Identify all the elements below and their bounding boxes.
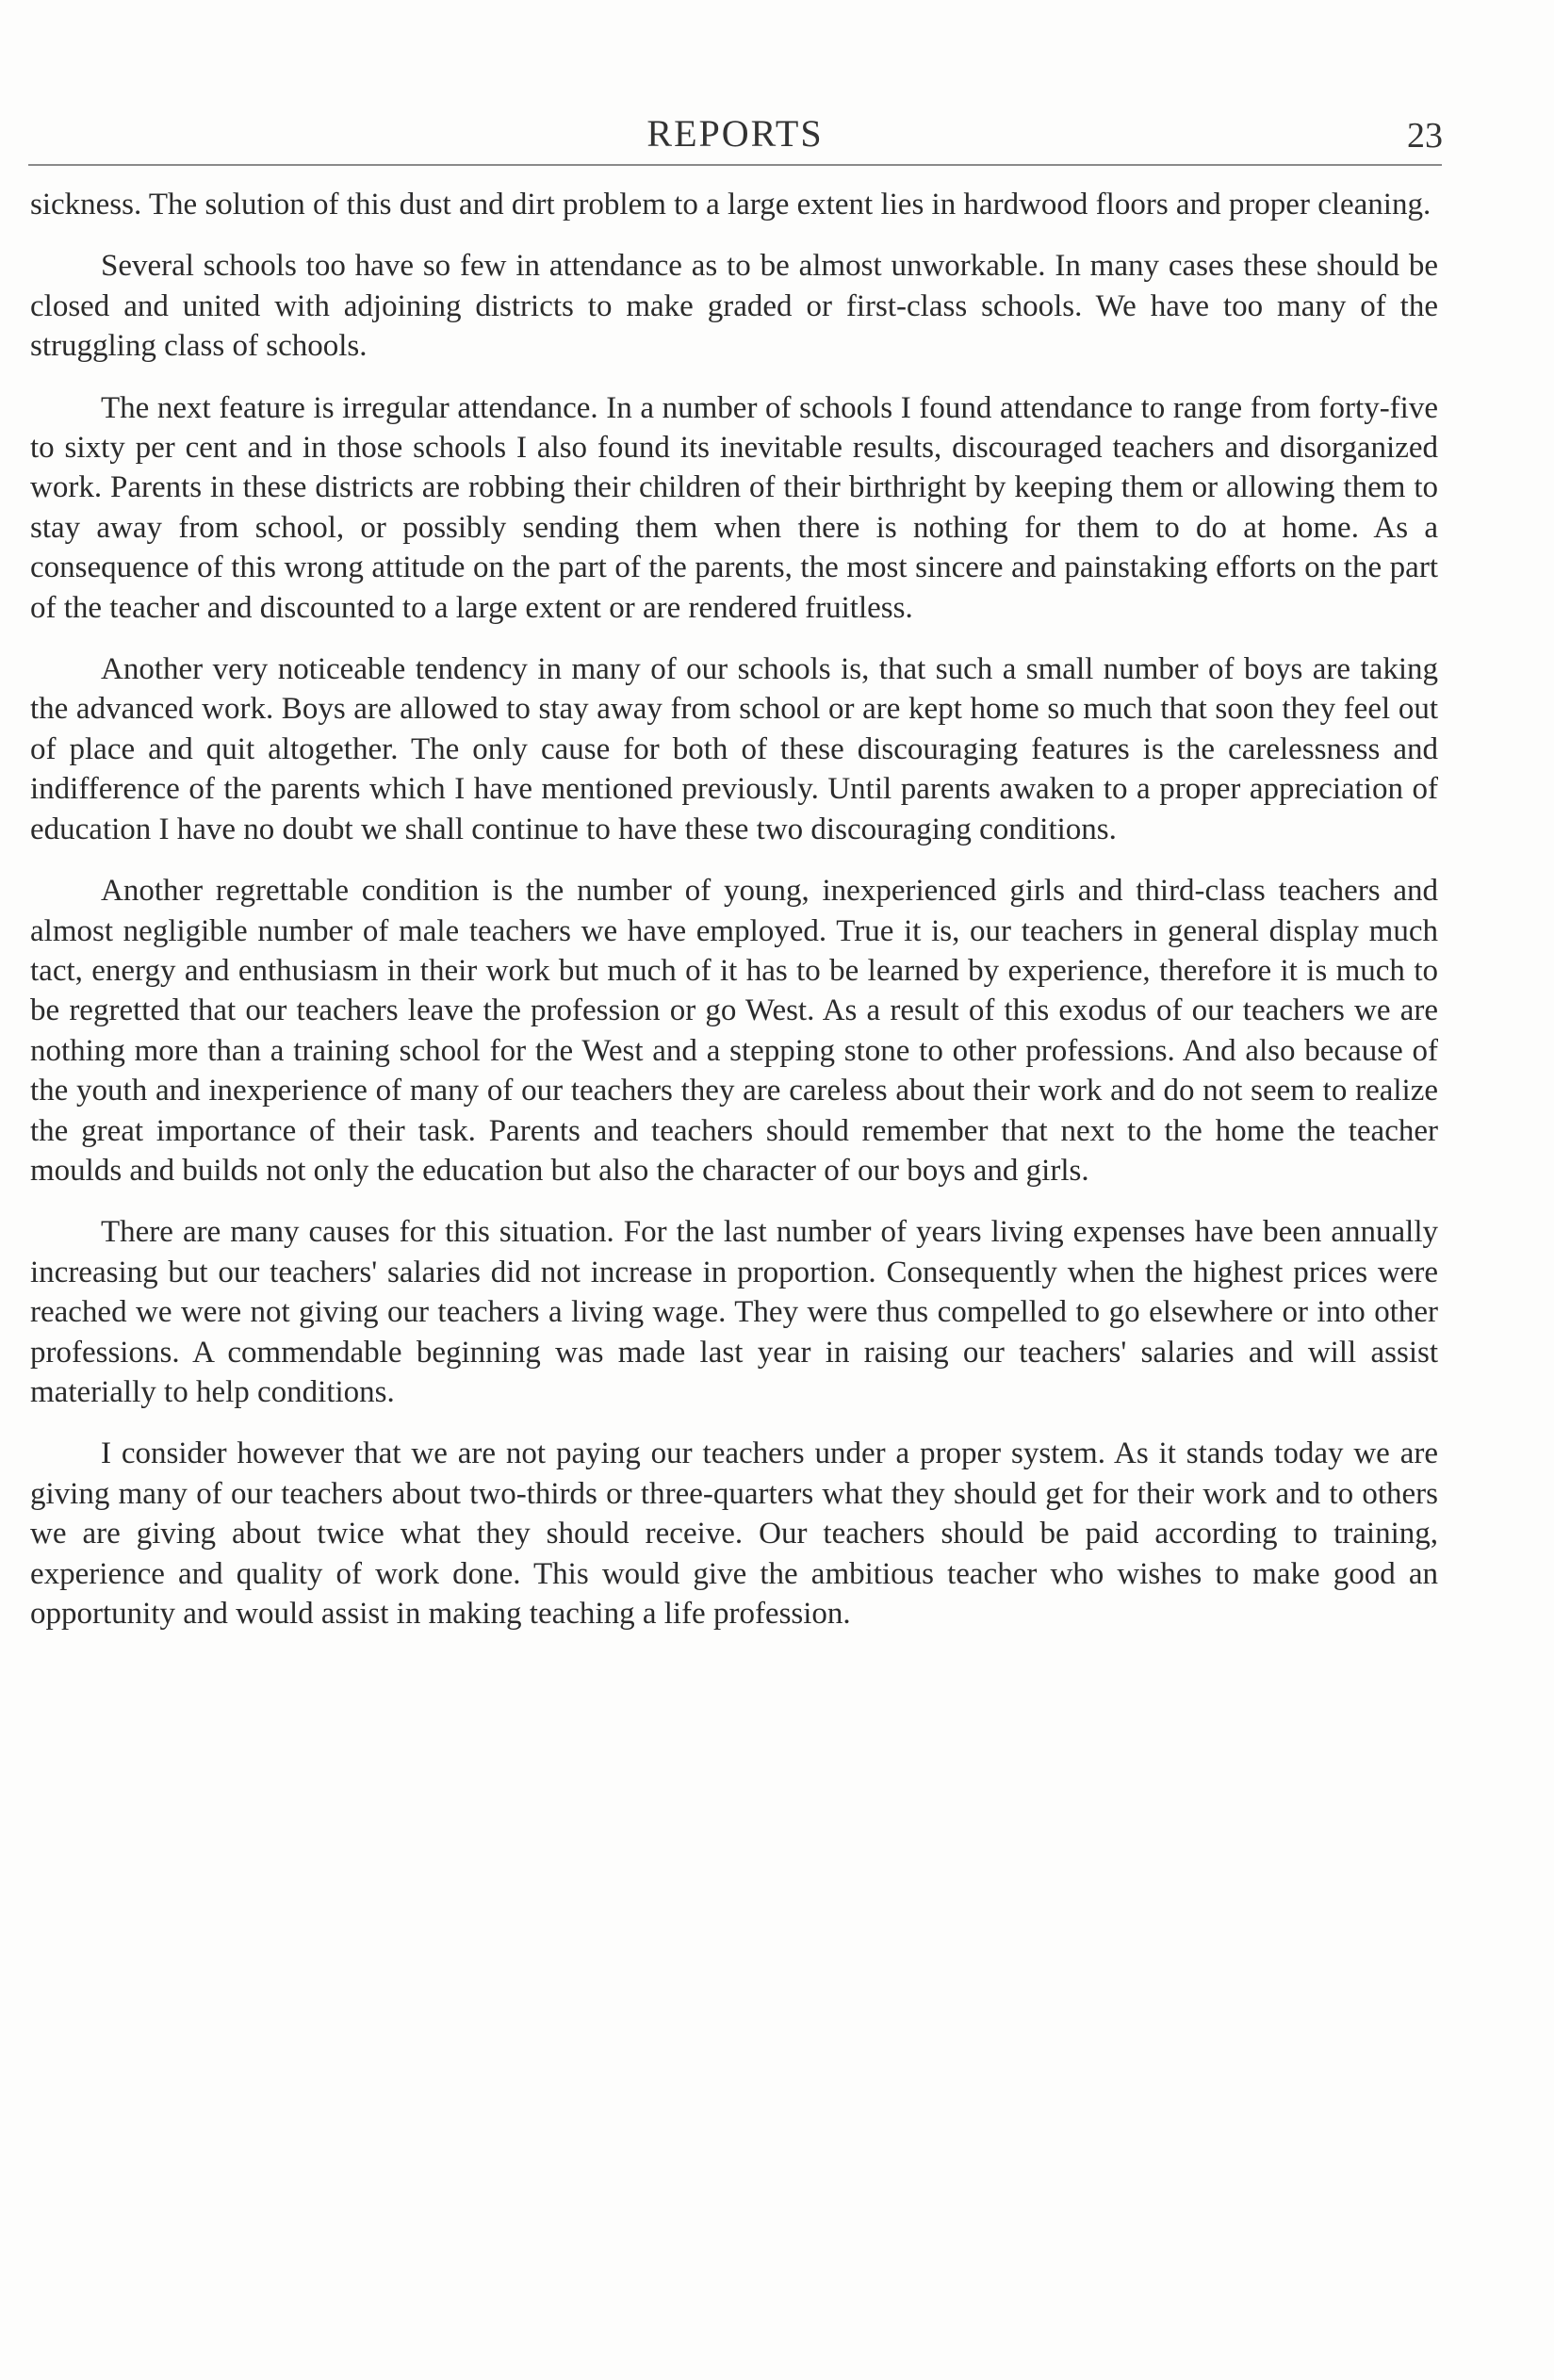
paragraph: There are many causes for this situation. For the last number of years living expenses have been annually increasing but our teachers' salaries did not increase in proportion. Consequently when the highest prices were reached we were not giving our teachers a living wage. They were thus compelled to go elsewhere or into other professions. A commendable beginning was made last year in raising our teachers' salaries and will assist materially to help conditions. (30, 1215, 1438, 1409)
body-text (30, 185, 1438, 1655)
paragraph: I consider however that we are not paying our teachers under a proper system. As it stands today we are giving many of our teachers about two-thirds or three-quarters what they should get for their work and to others we are giving about twice what they should receive. Our teachers should be paid according to training, experience and quality of work done. This would give the ambitious teacher who wishes to make good an opportunity and would assist in making teaching a life profession. (30, 1436, 1438, 1631)
paragraph: Another regrettable condition is the number of young, inexperienced girls and third-class teachers and almost negligible number of male teachers we have employed. True it is, our teachers in general display much tact, energy and enthusiasm in their work but much of it has to be learned by experience, therefore it is much to be regretted that our teachers leave the profession or go West. As a result of this exodus of our teachers we are nothing more than a training school for the West and a stepping stone to other professions. And also because of the youth and inexperience of many of our teachers they are careless about their work and do not seem to realize the great importance of their task. Parents and teachers should remember that next to the home the teacher moulds and builds not only the education but also the character of our boys and girls. (30, 874, 1438, 1188)
running-title: REPORTS (646, 112, 824, 155)
paragraph: The next feature is irregular attendance. In a number of schools I found attendance to range from forty-five to sixty per cent and in those schools I also found its inevitable results, discouraged teachers and disorganized work. Parents in these districts are robbing their children of their birthright by keeping them or allowing them to stay away from school, or possibly sending them when there is nothing for them to do at home. As a consequence of this wrong attitude on the part of the parents, the most sincere and painstaking efforts on the part of the teacher and discounted to a large extent or are rendered fruitless. (30, 390, 1438, 625)
page-header (28, 111, 1442, 168)
page-number: 23 (1407, 116, 1443, 156)
paragraph: sickness. The solution of this dust and dirt problem to a large extent lies in hardwood floors and proper cleaning. (30, 188, 1431, 222)
header-rule (28, 164, 1442, 166)
paragraph: Several schools too have so few in attendance as to be almost unworkable. In many cases these should be closed and united with adjoining districts to make graded or first-class schools. We have too many of the struggling class of schools. (30, 249, 1438, 364)
paragraph: Another very noticeable tendency in many of our schools is, that such a small number of boys are taking the advanced work. Boys are allowed to stay away from school or are kept home so much that soon they feel out of place and quit altogether. The only cause for both of these discouraging features is the carelessness and indifference of the parents which I have mentioned previously. Until parents awaken to a proper appreciation of education I have no doubt we shall continue to have these two discouraging conditions. (30, 652, 1438, 846)
